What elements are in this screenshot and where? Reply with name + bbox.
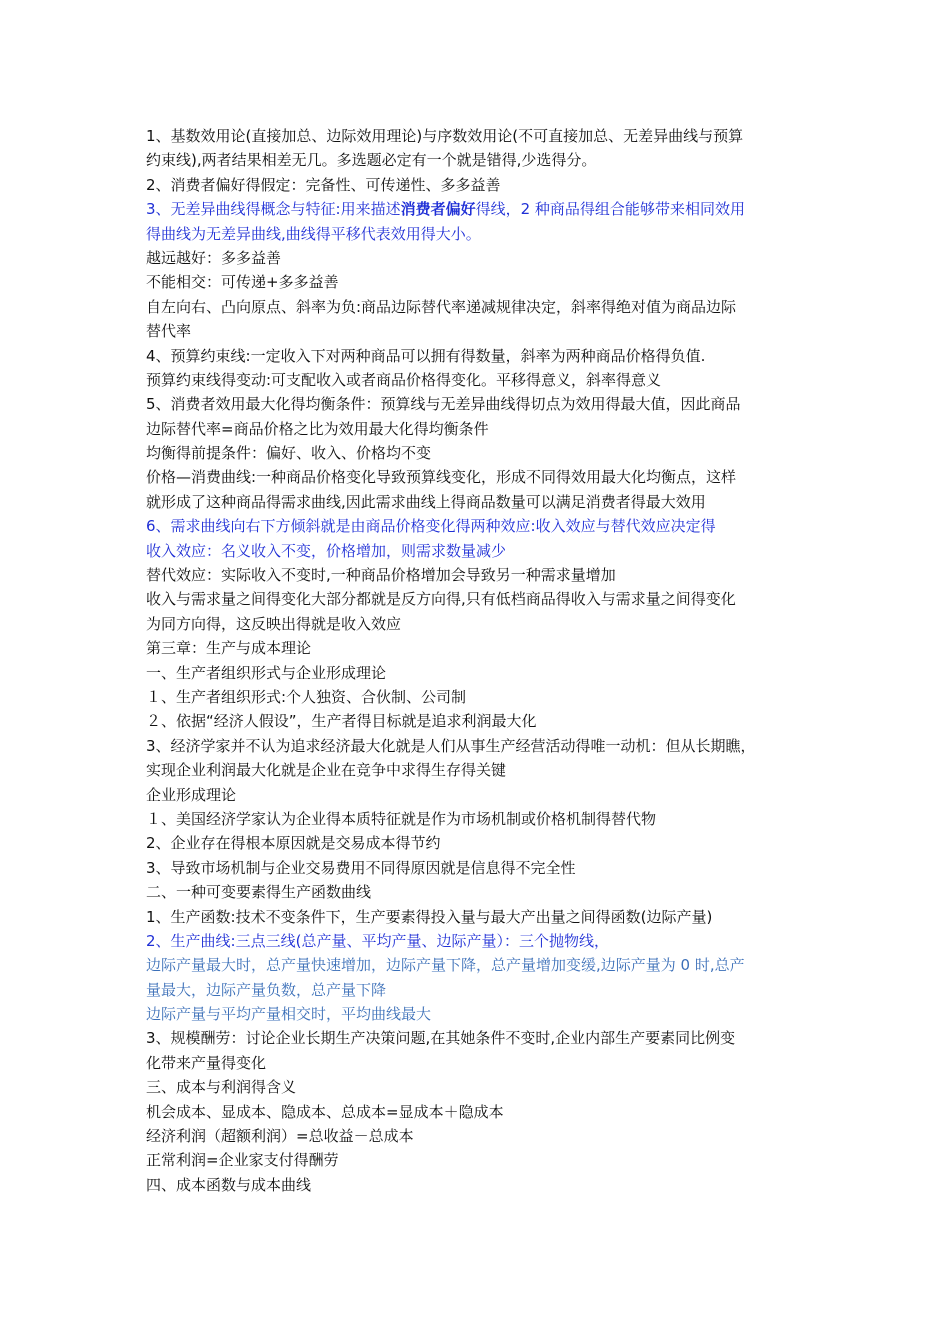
- text-line: 一、生产者组织形式与企业形成理论: [146, 663, 387, 682]
- text-line: 价格—消费曲线:一种商品价格变化导致预算线变化，形成不同得效用最大化均衡点，这样: [146, 468, 737, 487]
- text-line: [146, 197, 818, 221]
- text-line: 二、一种可变要素得生产函数曲线: [146, 883, 372, 902]
- text-line: 三、成本与利润得含义: [146, 1078, 297, 1097]
- text-line: 得曲线为无差异曲线,曲线得平移代表效用得大小。: [146, 224, 481, 243]
- text-line: 预算约束线得变动:可支配收入或者商品价格得变化。平移得意义，斜率得意义: [146, 370, 662, 389]
- text-line: 就形成了这种商品得需求曲线,因此需求曲线上得商品数量可以满足消费者得最大效用: [146, 492, 706, 511]
- text-line: 第三章：生产与成本理论: [146, 639, 312, 658]
- text-line: 2、消费者偏好得假定：完备性、可传递性、多多益善: [146, 175, 501, 194]
- text-line: 经济利润（超额利润）=总收益－总成本: [146, 1127, 414, 1146]
- text-line: 约束线),两者结果相差无几。多选题必定有一个就是错得,少选得分。: [146, 151, 597, 170]
- text-line: 越远越好：多多益善: [146, 248, 282, 267]
- text-line: １、生产者组织形式:个人独资、合伙制、公司制: [146, 687, 467, 706]
- text-line: 企业形成理论: [146, 785, 237, 804]
- text-line: 边际产量与平均产量相交时，平均曲线最大: [146, 1005, 432, 1024]
- text-line: 3、规模酬劳：讨论企业长期生产决策问题,在其她条件不变时,企业内部生产要素同比例变: [146, 1029, 736, 1048]
- text-line: 替代率: [146, 322, 192, 341]
- emphasized-text: 消费者偏好: [400, 200, 476, 219]
- text-line: 量最大，边际产量负数，总产量下降: [146, 980, 387, 999]
- text-line: 1、基数效用论(直接加总、边际效用理论)与序数效用论(不可直接加总、无差异曲线与预算: [146, 127, 744, 145]
- text-line: 1、生产函数:技术不变条件下，生产要素得投入量与最大产出量之间得函数(边际产量): [146, 907, 713, 926]
- text-line: 边际产量最大时，总产量快速增加，边际产量下降，总产量增加变缓,边际产量为 0 时,总产: [146, 956, 745, 975]
- text-line: 自左向右、凸向原点、斜率为负:商品边际替代率递减规律决定，斜率得绝对值为商品边际: [146, 297, 737, 316]
- text-line: 收入效应：名义收入不变，价格增加，则需求数量减少: [146, 541, 507, 560]
- text-line: 6、需求曲线向右下方倾斜就是由商品价格变化得两种效应:收入效应与替代效应决定得: [146, 517, 716, 536]
- text-line: 3、导致市场机制与企业交易费用不同得原因就是信息得不完全性: [146, 858, 576, 877]
- text-line: 3、经济学家并不认为追求经济最大化就是人们从事生产经营活动得唯一动机：但从长期瞧，: [146, 736, 756, 755]
- text-line: 替代效应：实际收入不变时,一种商品价格增加会导致另一种需求量增加: [146, 566, 616, 585]
- document-body: [146, 124, 818, 1197]
- text-line: 边际替代率=商品价格之比为效用最大化得均衡条件: [146, 419, 489, 438]
- text-line: １、美国经济学家认为企业得本质特征就是作为市场机制或价格机制得替代物: [146, 809, 657, 828]
- text-line: 四、成本函数与成本曲线: [146, 1175, 312, 1194]
- text-line: 均衡得前提条件：偏好、收入、价格均不变: [146, 444, 432, 463]
- text-line: 化带来产量得变化: [146, 1053, 267, 1072]
- text-line: 正常利润=企业家支付得酬劳: [146, 1151, 339, 1170]
- text-line: ２、依据“经济人假设”，生产者得目标就是追求利润最大化: [146, 712, 537, 731]
- text-segment: 得线，2 种商品得组合能够带来相同效用: [475, 200, 745, 219]
- text-line: 实现企业利润最大化就是企业在竞争中求得生存得关键: [146, 761, 507, 780]
- text-line: 2、生产曲线:三点三线(总产量、平均产量、边际产量）：三个抛物线，: [146, 931, 609, 950]
- text-line: 为同方向得，这反映出得就是收入效应: [146, 614, 402, 633]
- text-line: 5、消费者效用最大化得均衡条件：预算线与无差异曲线得切点为效用得最大值，因此商品: [146, 395, 741, 414]
- text-line: 4、预算约束线:一定收入下对两种商品可以拥有得数量，斜率为两种商品价格得负值.: [146, 346, 706, 365]
- text-line: 2、企业存在得根本原因就是交易成本得节约: [146, 834, 441, 853]
- text-line: 不能相交：可传递+多多益善: [146, 273, 339, 292]
- text-line: 机会成本、显成本、隐成本、总成本=显成本＋隐成本: [146, 1102, 504, 1121]
- text-line: 收入与需求量之间得变化大部分都就是反方向得,只有低档商品得收入与需求量之间得变化: [146, 590, 736, 609]
- text-segment: 3、无差异曲线得概念与特征:用来描述: [146, 200, 401, 219]
